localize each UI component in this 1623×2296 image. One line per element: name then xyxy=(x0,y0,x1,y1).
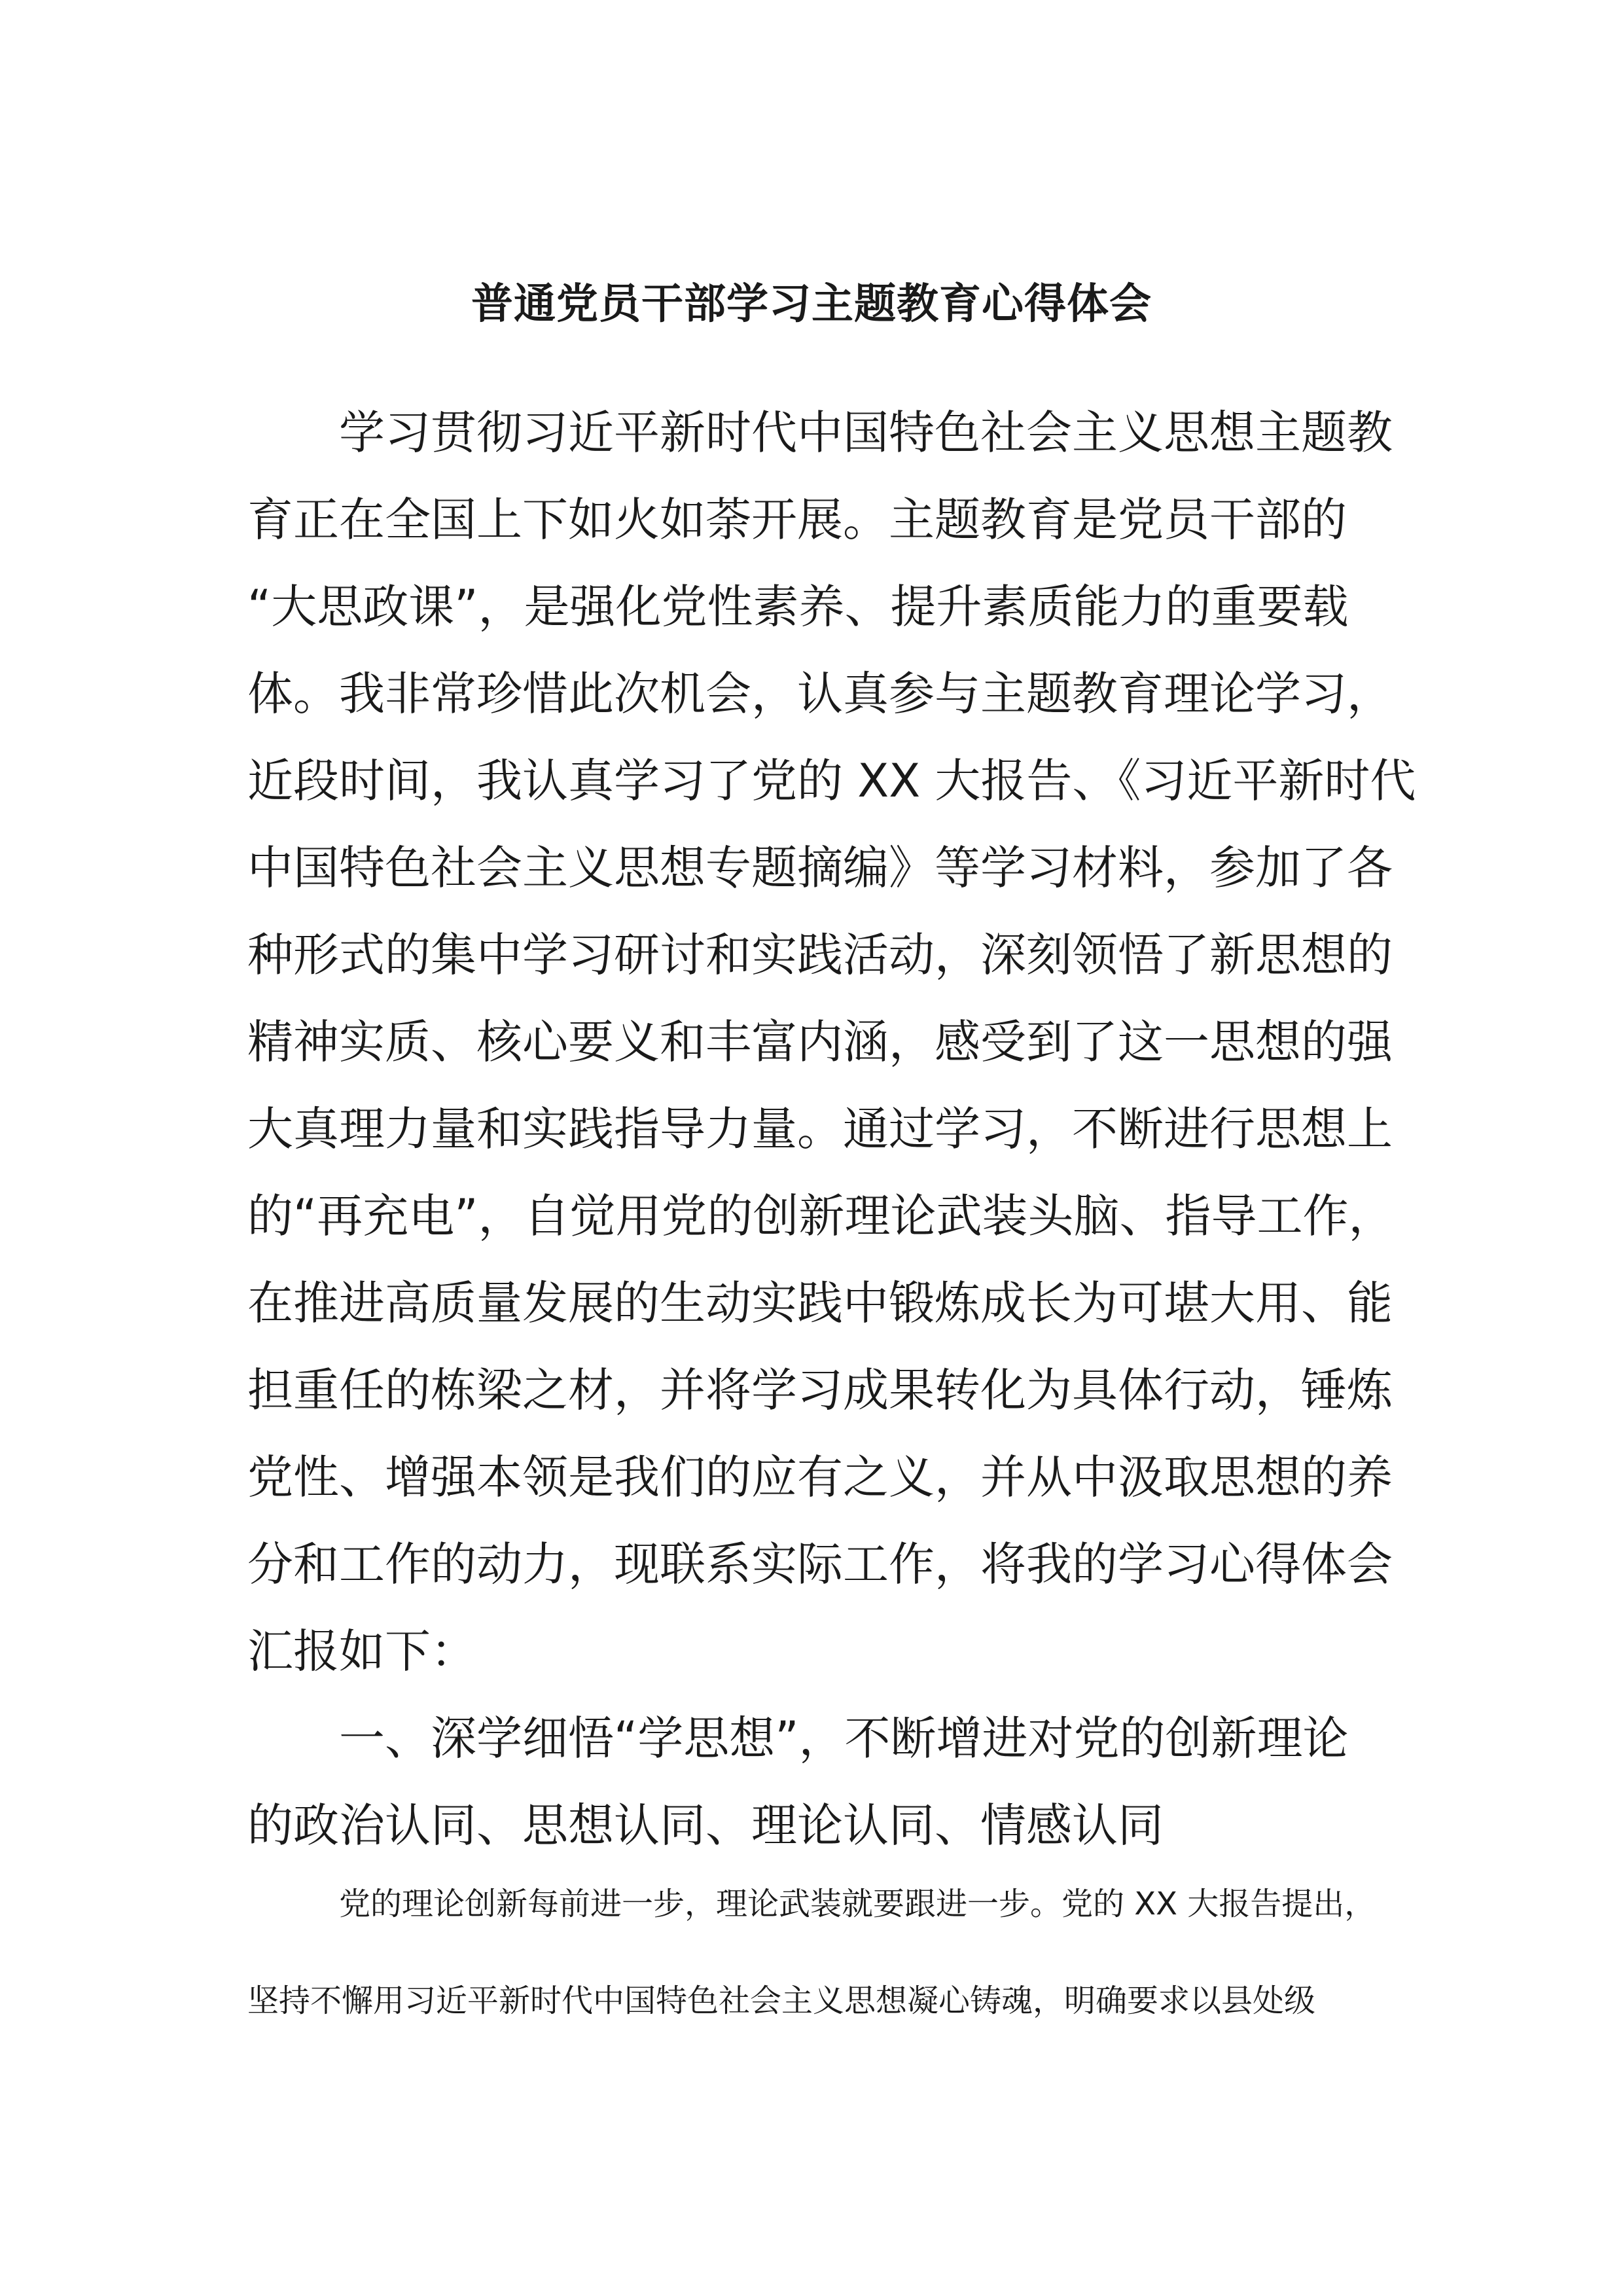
paragraph-line: “大思政课”，是强化党性素养、提升素质能力的重要载 xyxy=(247,580,1349,634)
paragraph-line: 种形式的集中学习研讨和实践活动，深刻领悟了新思想的 xyxy=(247,928,1393,982)
body-text xyxy=(247,389,1416,1869)
small-paragraph-line: 坚持不懈用习近平新时代中国特色社会主义思想凝心铸魂，明确要求以县处级 xyxy=(247,1982,1316,2019)
document-title: 普通党员干部学习主题教育心得体会 xyxy=(471,280,1152,329)
paragraph-line: 在推进高质量发展的生动实践中锻炼成长为可堪大用、能 xyxy=(247,1276,1393,1330)
paragraph-line: 大真理力量和实践指导力量。通过学习，不断进行思想上 xyxy=(247,1102,1393,1156)
paragraph-line: 学习贯彻习近平新时代中国特色社会主义思想主题教 xyxy=(339,406,1393,459)
paragraph-line: 担重任的栋梁之材，并将学习成果转化为具体行动，锤炼 xyxy=(247,1363,1393,1417)
paragraph-line: 党性、增强本领是我们的应有之义，并从中汲取思想的养 xyxy=(247,1450,1393,1504)
section-heading-line: 的政治认同、思想认同、理论认同、情感认同 xyxy=(247,1799,1164,1852)
paragraph-line: 近段时间，我认真学习了党的 XX 大报告、《习近平新时代 xyxy=(247,754,1416,808)
paragraph-line: 体。我非常珍惜此次机会，认真参与主题教育理论学习， xyxy=(247,667,1393,721)
paragraph-line: 汇报如下： xyxy=(247,1624,476,1678)
paragraph-line: 育正在全国上下如火如荼开展。主题教育是党员干部的 xyxy=(247,493,1347,547)
section-heading-line: 一、深学细悟“学思想”，不断增进对党的创新理论 xyxy=(339,1712,1349,1765)
paragraph-line: 精神实质、核心要义和丰富内涵，感受到了这一思想的强 xyxy=(247,1015,1393,1069)
paragraph-line: 中国特色社会主义思想专题摘编》等学习材料，参加了各 xyxy=(247,841,1393,895)
small-paragraph-line: 党的理论创新每前进一步，理论武装就要跟进一步。党的 XX 大报告提出， xyxy=(339,1886,1376,1922)
paragraph-line: 的“再充电”，自觉用党的创新理论武装头脑、指导工作， xyxy=(247,1189,1395,1243)
small-text xyxy=(247,1856,1386,2049)
paragraph-line: 分和工作的动力，现联系实际工作，将我的学习心得体会 xyxy=(247,1537,1393,1591)
